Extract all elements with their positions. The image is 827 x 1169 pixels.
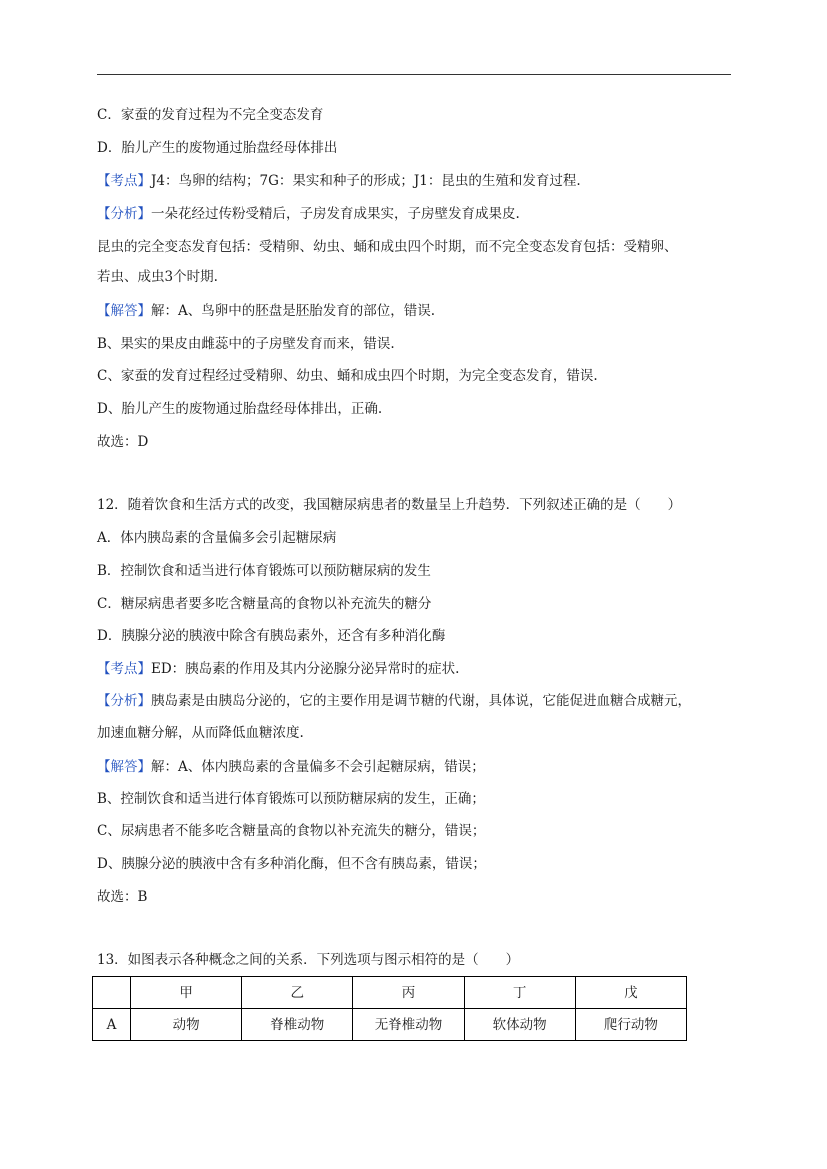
jieda-tag: 【解答】 <box>97 303 151 319</box>
q12-option-c: C．糖尿病患者要多吃含糖量高的食物以补充流失的糖分 <box>97 596 432 612</box>
q11-fenxi <box>97 205 520 223</box>
q12-answer-c: C、尿病患者不能多吃含糖量高的食物以补充流失的糖分，错误； <box>97 823 486 839</box>
q11-fenxi-line2: 昆虫的完全变态发育包括：受精卵、幼虫、蛹和成虫四个时期，而不完全变态发育包括：受精卵、 <box>97 239 678 255</box>
q11-option-d: D．胎儿产生的废物通过胎盘经母体排出 <box>97 140 338 156</box>
q13-stem: 13．如图表示各种概念之间的关系．下列选项与图示相符的是（ ） <box>97 952 520 968</box>
q12-stem: 12．随着饮食和生活方式的改变，我国糖尿病患者的数量呈上升趋势．下列叙述正确的是（ ） <box>97 497 682 513</box>
q12-option-d: D．胰腺分泌的胰液中除含有胰岛素外，还含有多种消化酶 <box>97 628 446 644</box>
fenxi-tag: 【分析】 <box>97 206 151 222</box>
q11-option-c: C．家蚕的发育过程为不完全变态发育 <box>97 107 324 123</box>
table-cell: A <box>93 1009 131 1041</box>
jieda-text: 解：A、鸟卵中的胚盘是胚胎发育的部位，错误. <box>151 303 436 319</box>
table-header-cell: 丁 <box>464 977 575 1009</box>
table-cell: 软体动物 <box>464 1009 575 1041</box>
table-cell: 脊椎动物 <box>242 1009 353 1041</box>
table-cell: 爬行动物 <box>575 1009 686 1041</box>
q12-choice: 故选：B <box>97 889 148 905</box>
header-rule <box>97 74 731 75</box>
q12-option-a: A．体内胰岛素的含量偏多会引起糖尿病 <box>97 530 337 546</box>
table-row <box>93 1009 687 1041</box>
q12-jieda <box>97 758 485 776</box>
fenxi-text: 一朵花经过传粉受精后，子房发育成果实，子房壁发育成果皮. <box>151 206 520 222</box>
jieda-tag: 【解答】 <box>97 759 151 775</box>
table-cell: 无脊椎动物 <box>353 1009 464 1041</box>
table-header-cell <box>93 977 131 1009</box>
jieda-text: 解：A、体内胰岛素的含量偏多不会引起糖尿病，错误； <box>151 759 485 775</box>
table-header-cell: 乙 <box>242 977 353 1009</box>
q11-answer-b: B、果实的果皮由雌蕊中的子房壁发育而来，错误. <box>97 336 395 352</box>
kaodian-tag: 【考点】 <box>97 173 151 189</box>
q11-fenxi-line3: 若虫、成虫3个时期. <box>97 269 218 285</box>
q12-fenxi <box>97 692 691 710</box>
table-cell: 动物 <box>131 1009 242 1041</box>
table-header-cell: 戊 <box>575 977 686 1009</box>
q11-answer-c: C、家蚕的发育过程经过受精卵、幼虫、蛹和成虫四个时期，为完全变态发育，错误. <box>97 368 598 384</box>
q12-fenxi-line2: 加速血糖分解，从而降低血糖浓度. <box>97 725 304 741</box>
table-header-cell: 丙 <box>353 977 464 1009</box>
q12-kaodian <box>97 660 459 678</box>
q11-answer-d: D、胎儿产生的废物通过胎盘经母体排出，正确. <box>97 401 383 417</box>
q12-option-b: B．控制饮食和适当进行体育锻炼可以预防糖尿病的发生 <box>97 563 431 579</box>
q13-options-table <box>92 976 687 1041</box>
q11-kaodian <box>97 172 581 190</box>
q11-jieda <box>97 302 435 320</box>
fenxi-text: 胰岛素是由胰岛分泌的，它的主要作用是调节糖的代谢，具体说，它能促进血糖合成糖元， <box>151 693 691 709</box>
table-header-row <box>93 977 687 1009</box>
kaodian-text: ED：胰岛素的作用及其内分泌腺分泌异常时的症状. <box>151 661 460 677</box>
q12-answer-b: B、控制饮食和适当进行体育锻炼可以预防糖尿病的发生，正确； <box>97 791 485 807</box>
fenxi-tag: 【分析】 <box>97 693 151 709</box>
table-header-cell: 甲 <box>131 977 242 1009</box>
q11-choice: 故选：D <box>97 434 149 450</box>
kaodian-text: J4：鸟卵的结构；7G：果实和种子的形成；J1：昆虫的生殖和发育过程. <box>151 173 581 189</box>
kaodian-tag: 【考点】 <box>97 661 151 677</box>
q12-answer-d: D、胰腺分泌的胰液中含有多种消化酶，但不含有胰岛素，错误； <box>97 856 486 872</box>
